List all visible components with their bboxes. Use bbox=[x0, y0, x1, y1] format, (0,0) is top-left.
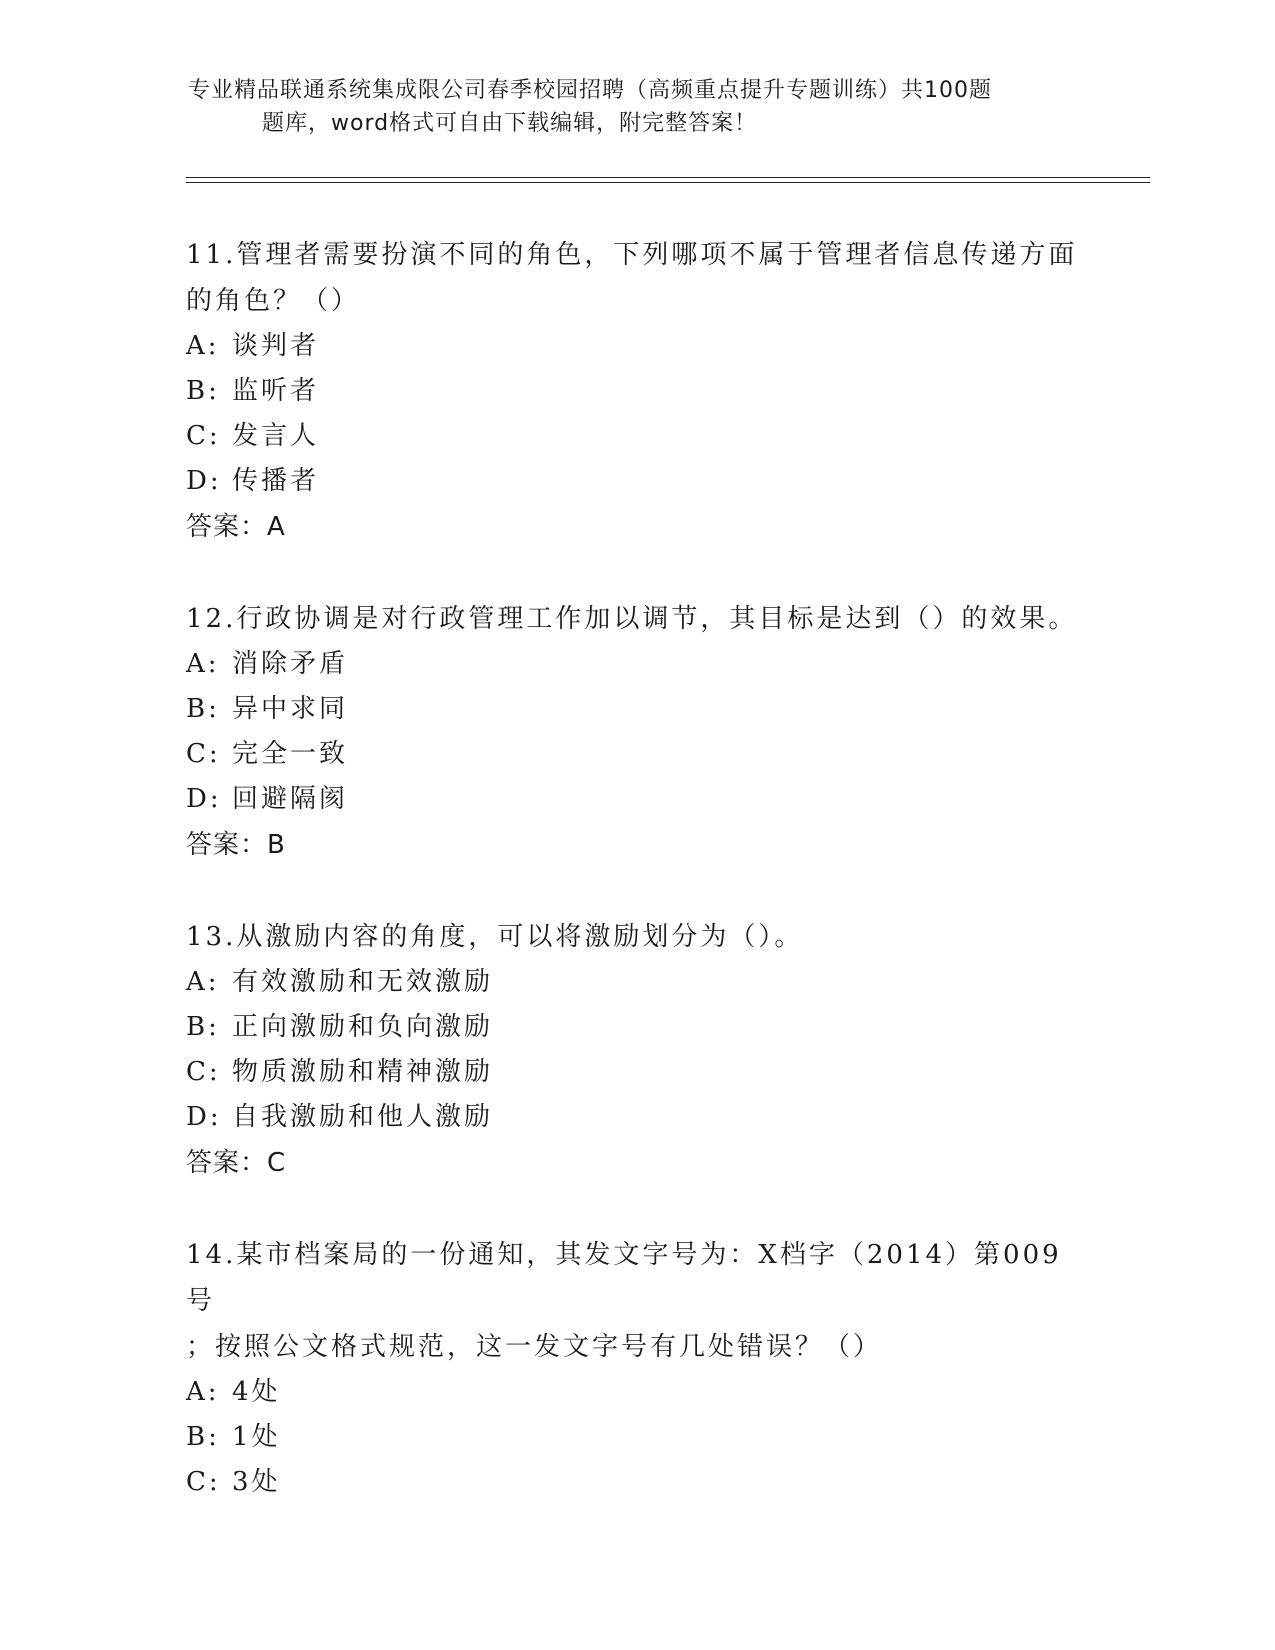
option-letter: B: bbox=[186, 376, 220, 406]
option-letter: A: bbox=[186, 1377, 220, 1407]
header-title-line-2: 题库，word格式可自由下载编辑，附完整答案！ bbox=[262, 111, 758, 136]
question-text-continued: 的角色？（） bbox=[186, 286, 361, 316]
option-text: 正向激励和负向激励 bbox=[232, 1012, 494, 1042]
question-text: 14.某市档案局的一份通知，其发文字号为：X档字（2014）第009号 bbox=[186, 1240, 1062, 1316]
option-d bbox=[186, 777, 1086, 822]
answer-label: 答案：B bbox=[186, 830, 286, 860]
option-d bbox=[186, 459, 1086, 504]
option-c bbox=[186, 1460, 1086, 1505]
question-13 bbox=[186, 914, 1086, 1186]
option-letter: A: bbox=[186, 331, 220, 361]
option-text: 3处 bbox=[232, 1467, 281, 1497]
option-letter: C: bbox=[186, 739, 221, 769]
option-text: 谈判者 bbox=[232, 331, 320, 361]
question-text: 12.行政协调是对行政管理工作加以调节，其目标是达到（）的效果。 bbox=[186, 604, 1078, 634]
option-letter: B: bbox=[186, 1422, 220, 1452]
option-b bbox=[186, 369, 1086, 414]
option-letter: D: bbox=[186, 466, 222, 496]
option-text: 消除矛盾 bbox=[232, 649, 349, 679]
question-text: 13.从激励内容的角度，可以将激励划分为（）。 bbox=[186, 922, 804, 952]
option-letter: A: bbox=[186, 649, 220, 679]
option-b bbox=[186, 1415, 1086, 1460]
option-text: 传播者 bbox=[232, 466, 320, 496]
header-divider-top bbox=[186, 177, 1150, 178]
question-14 bbox=[186, 1232, 1086, 1505]
question-text: 11.管理者需要扮演不同的角色，下列哪项不属于管理者信息传递方面 bbox=[186, 240, 1078, 270]
option-a bbox=[186, 324, 1086, 369]
option-c bbox=[186, 732, 1086, 777]
question-11 bbox=[186, 232, 1086, 550]
option-text: 4处 bbox=[232, 1377, 281, 1407]
option-letter: B: bbox=[186, 1012, 220, 1042]
option-b bbox=[186, 1005, 1086, 1050]
option-c bbox=[186, 1050, 1086, 1095]
question-text-continued: ；按照公文格式规范，这一发文字号有几处错误？（） bbox=[186, 1332, 883, 1362]
answer-label: 答案：C bbox=[186, 1148, 287, 1178]
option-text: 1处 bbox=[232, 1422, 281, 1452]
option-b bbox=[186, 687, 1086, 732]
answer-label: 答案：A bbox=[186, 512, 286, 542]
option-letter: A: bbox=[186, 967, 220, 997]
question-12 bbox=[186, 596, 1086, 868]
header-divider-bottom bbox=[186, 182, 1150, 183]
option-text: 异中求同 bbox=[232, 694, 349, 724]
option-text: 物质激励和精神激励 bbox=[232, 1057, 494, 1087]
option-text: 有效激励和无效激励 bbox=[232, 967, 494, 997]
option-letter: B: bbox=[186, 694, 220, 724]
option-letter: C: bbox=[186, 1467, 221, 1497]
header-title-line-1: 专业精品联通系统集成限公司春季校园招聘（高频重点提升专题训练）共100题 bbox=[188, 78, 992, 103]
option-a bbox=[186, 960, 1086, 1005]
option-text: 回避隔阂 bbox=[232, 784, 349, 814]
option-letter: C: bbox=[186, 1057, 221, 1087]
option-text: 发言人 bbox=[232, 421, 320, 451]
option-text: 监听者 bbox=[232, 376, 320, 406]
option-text: 自我激励和他人激励 bbox=[232, 1102, 494, 1132]
option-d bbox=[186, 1095, 1086, 1140]
document-header bbox=[188, 74, 1068, 140]
option-letter: C: bbox=[186, 421, 221, 451]
option-text: 完全一致 bbox=[232, 739, 349, 769]
option-a bbox=[186, 642, 1086, 687]
option-c bbox=[186, 414, 1086, 459]
option-letter: D: bbox=[186, 784, 222, 814]
option-a bbox=[186, 1370, 1086, 1415]
option-letter: D: bbox=[186, 1102, 222, 1132]
